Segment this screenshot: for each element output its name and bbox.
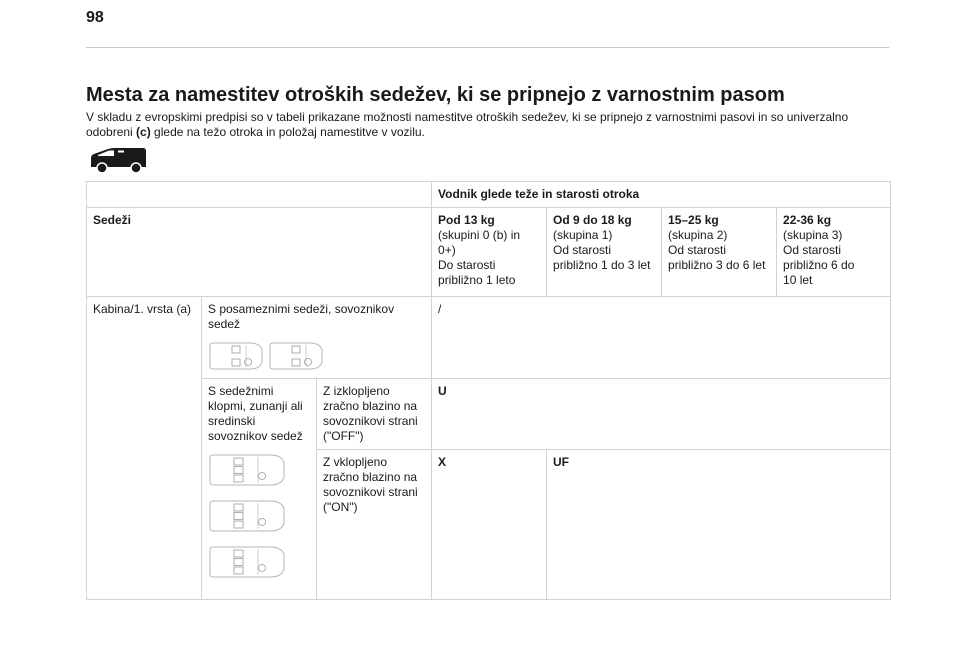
weight-column-1 — [432, 208, 547, 297]
weight-column-line: Od starosti — [553, 243, 612, 257]
weight-column-title: Od 9 do 18 kg — [553, 213, 632, 227]
weight-column-line: Od starosti — [783, 243, 842, 257]
separate-seats-value: / — [432, 297, 891, 379]
airbag-on-label: Z vklopljeno zračno blazino na sovoznikovi strani ("ON") — [317, 450, 432, 600]
weight-column-line: približno 1 do 3 let — [553, 258, 651, 272]
weight-column-3 — [662, 208, 777, 297]
weight-column-line: približno 1 leto — [438, 273, 516, 287]
intro-text-after: glede na težo otroka in položaj namestitve v vozilu. — [150, 125, 425, 139]
weight-column-line: (skupina 3) — [783, 228, 843, 242]
van-icon — [88, 146, 148, 174]
header-rule — [86, 47, 889, 48]
weight-column-title: 15–25 kg — [668, 213, 719, 227]
separate-seats-diagrams — [208, 340, 425, 372]
airbag-off-label: Z izklopljeno zračno blazino na sovoznikovi strani ("OFF") — [317, 379, 432, 450]
weight-column-line: Do starosti — [438, 258, 496, 272]
airbag-on-value-group2: UF — [547, 450, 891, 600]
weight-column-line: 10 let — [783, 273, 813, 287]
separate-seats-label: S posameznimi sedeži, sovoznikov sedež — [208, 302, 395, 331]
weight-column-line: (skupina 1) — [553, 228, 613, 242]
child-seat-table — [86, 181, 891, 600]
weight-column-title: Pod 13 kg — [438, 213, 495, 227]
car-seat-layout-icon — [208, 544, 286, 580]
bench-seat-label: S sedežnimi klopmi, zunanji ali sredinski sovoznikov sedež — [208, 384, 303, 443]
intro-text-before: V skladu z evropskimi predpisi so v tabeli prikazane možnosti namestitve otroških sedežev, ki se pripnejo z varnostnimi pasovi in so univerzalno odobreni — [86, 110, 849, 139]
weight-column-line: Od starosti — [668, 243, 727, 257]
table-corner-blank — [87, 182, 432, 208]
car-seat-layout-icon — [208, 452, 286, 488]
weight-column-line: približno 6 do — [783, 258, 855, 272]
weight-column-line: (skupina 2) — [668, 228, 728, 242]
car-seat-layout-icon — [268, 340, 324, 372]
weight-column-line: 0+) — [438, 243, 456, 257]
weight-guide-header: Vodnik glede teže in starosti otroka — [432, 182, 891, 208]
airbag-on-value-group1: X — [432, 450, 547, 600]
weight-column-title: 22-36 kg — [783, 213, 832, 227]
car-seat-layout-icon — [208, 498, 286, 534]
car-seat-layout-icon — [208, 340, 264, 372]
weight-column-line: (skupini 0 (b) in — [438, 228, 521, 242]
bench-seat-diagrams — [208, 452, 310, 580]
cab-first-row-cell: Kabina/1. vrsta (a) — [87, 297, 202, 600]
weight-column-line: približno 3 do 6 let — [668, 258, 766, 272]
intro-emphasis: (c) — [136, 125, 151, 139]
bench-seat-cell — [202, 379, 317, 600]
page-title: Mesta za namestitev otroških sedežev, ki se pripnejo z varnostnim pasom — [86, 84, 785, 106]
seats-header: Sedeži — [87, 208, 432, 297]
intro-paragraph — [86, 110, 892, 140]
airbag-off-value: U — [432, 379, 891, 450]
separate-seats-cell — [202, 297, 432, 379]
weight-column-4 — [777, 208, 891, 297]
page-number: 98 — [86, 9, 104, 26]
weight-column-2 — [547, 208, 662, 297]
